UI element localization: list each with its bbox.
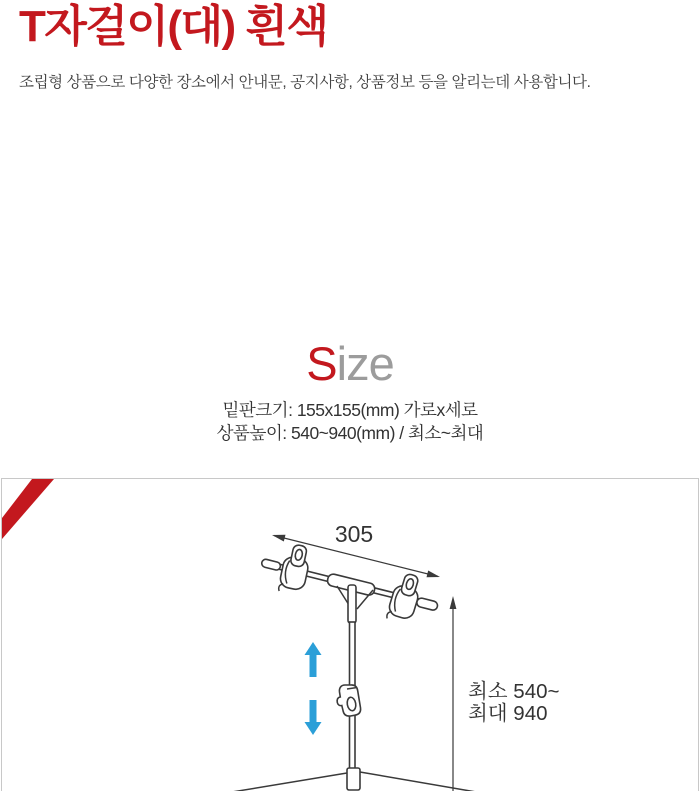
height-dimension-label-line1: 최소 540~ — [468, 680, 560, 703]
down-arrow-icon — [305, 700, 322, 735]
hanger-bar-right-cap — [416, 597, 439, 611]
size-heading-initial: S — [306, 337, 336, 390]
stand-pole — [337, 585, 373, 772]
hanger-bar-left-cap — [261, 558, 281, 570]
height-adjuster-clamp — [337, 685, 360, 716]
height-dimension-label-line2: 최대 940 — [468, 702, 548, 725]
width-dimension-arrowhead-left — [272, 535, 286, 542]
hanger-clip-icon — [278, 543, 313, 596]
product-description: 조립형 상품으로 다양한 장소에서 안내문, 공지사항, 상품정보 등을 알리는데 사용합니다. — [19, 70, 591, 92]
size-spec-list — [0, 399, 700, 445]
pole-foot — [347, 768, 360, 790]
size-heading-rest: ize — [337, 337, 394, 390]
height-dimension — [450, 596, 560, 791]
width-dimension-arrowhead-right — [427, 571, 441, 578]
up-arrow-icon — [305, 642, 322, 677]
width-dimension-label: 305 — [335, 521, 373, 547]
spec-product-height: 상품높이: 540~940(mm) / 최소~최대 — [0, 422, 700, 445]
corner-ribbon — [2, 479, 54, 539]
pole-bracket-post — [348, 585, 356, 623]
spec-base-plate-size: 밑판크기: 155x155(mm) 가로x세로 — [0, 399, 700, 422]
base-plate — [232, 768, 482, 791]
product-dimension-diagram — [2, 479, 698, 791]
hanger-clip-icon — [386, 571, 424, 625]
product-title: T자걸이(대) 흰색 — [19, 2, 327, 53]
size-section-heading — [0, 340, 700, 387]
diagram-box — [1, 478, 699, 791]
